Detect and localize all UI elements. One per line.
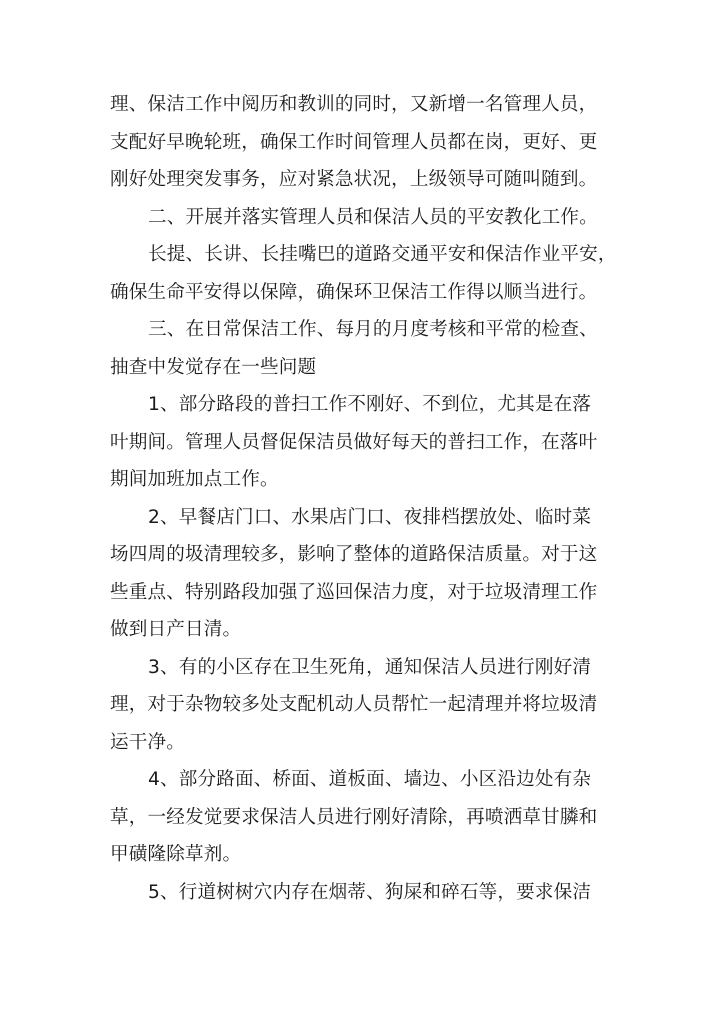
- text-line: 1、部分路段的普扫工作不刚好、不到位，尤其是在落: [148, 394, 592, 415]
- paragraph-3: [110, 236, 617, 311]
- paragraph-9: [110, 874, 610, 912]
- paragraph-2: [110, 199, 610, 237]
- text-line: 做到日产日清。: [110, 619, 242, 640]
- document-body: [110, 86, 617, 911]
- paragraph-5: [110, 386, 610, 499]
- text-line: 3、有的小区存在卫生死角，通知保洁人员进行刚好清: [148, 656, 592, 678]
- text-line: 理，对于杂物较多处支配机动人员帮忙一起清理并将垃圾清: [110, 694, 598, 715]
- text-line: 二、开展并落实管理人员和保洁人员的平安教化工作。: [148, 206, 598, 228]
- text-line: 理、保洁工作中阅历和教训的同时，又新增一名管理人员，: [110, 94, 598, 115]
- paragraph-8: [110, 761, 610, 874]
- text-line: 叶期间。管理人员督促保洁员做好每天的普扫工作，在落叶: [110, 431, 598, 453]
- text-line: 场四周的圾清理较多，影响了整体的道路保洁质量。对于这: [110, 544, 598, 565]
- text-line: 支配好早晚轮班，确保工作时间管理人员都在岗，更好、更: [110, 131, 598, 153]
- text-line: 运干净。: [110, 731, 185, 753]
- text-line: 三、在日常保洁工作、每月的月度考核和平常的检查、: [148, 319, 598, 340]
- paragraph-6: [110, 499, 610, 649]
- text-line: 4、部分路面、桥面、道板面、墙边、小区沿边处有杂: [148, 769, 592, 790]
- paragraph-7: [110, 649, 610, 762]
- text-line: 刚好处理突发事务，应对紧急状况，上级领导可随叫随到。: [110, 169, 598, 190]
- text-line: 些重点、特别路段加强了巡回保洁力度，对于垃圾清理工作: [110, 581, 598, 603]
- paragraph-1: [110, 86, 610, 199]
- text-line: 草，一经发觉要求保洁人员进行刚好清除，再喷洒草甘膦和: [110, 806, 598, 828]
- text-line: 甲磺隆除草剂。: [110, 844, 242, 865]
- text-line: 2、早餐店门口、水果店门口、夜排档摆放处、临时菜: [148, 506, 592, 528]
- text-line: 抽查中发觉存在一些问题: [110, 356, 317, 378]
- paragraph-4: [110, 311, 610, 386]
- text-line: 长提、长讲、长挂嘴巴的道路交通平安和保洁作业平安，: [148, 244, 617, 265]
- text-line: 期间加班加点工作。: [110, 469, 279, 490]
- text-line: 确保生命平安得以保障，确保环卫保洁工作得以顺当进行。: [110, 281, 598, 303]
- text-line: 5、行道树树穴内存在烟蒂、狗屎和碎石等，要求保洁: [148, 881, 592, 903]
